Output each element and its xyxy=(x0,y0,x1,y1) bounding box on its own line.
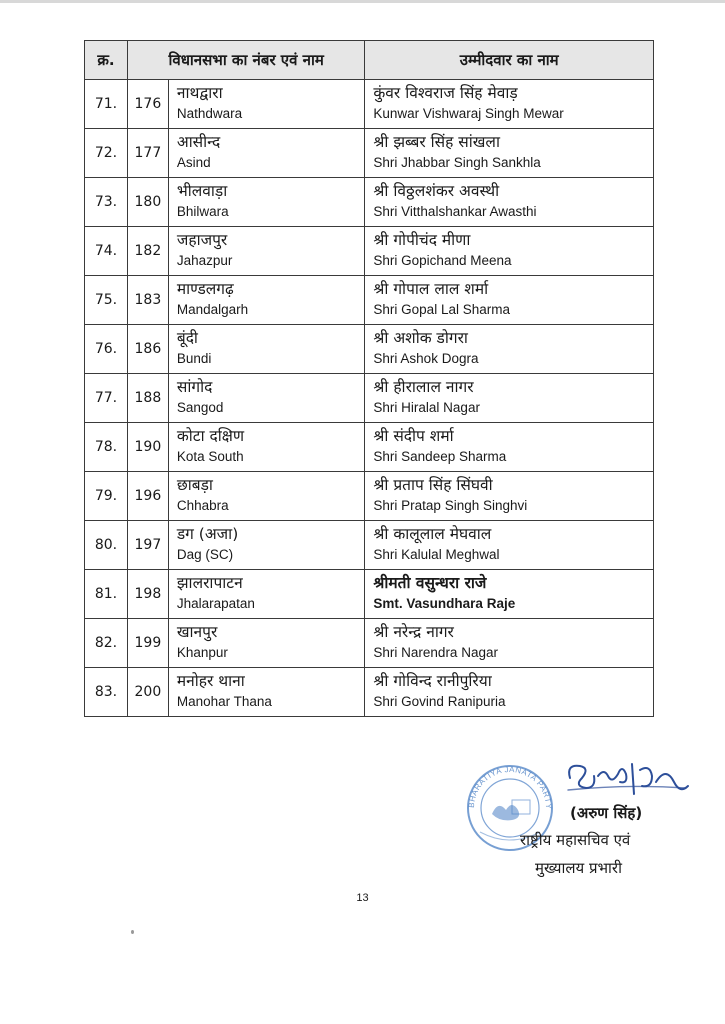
signatory-designation-line2: मुख्यालय प्रभारी xyxy=(535,859,622,877)
constituency-name-hindi: जहाजपुर xyxy=(176,231,228,249)
candidate-name-hindi: श्री कालूलाल मेघवाल xyxy=(373,525,492,543)
candidate-name-english: Shri Gopichand Meena xyxy=(373,253,512,268)
constituency-name-cell xyxy=(168,227,365,276)
table-row xyxy=(85,570,654,619)
constituency-name-english: Dag (SC) xyxy=(176,547,234,562)
candidate-name-english: Shri Pratap Singh Singhvi xyxy=(373,498,528,513)
table-header-row xyxy=(85,41,654,80)
scan-speck xyxy=(131,930,134,934)
header-constituency: विधानसभा का नंबर एवं नाम xyxy=(127,41,365,80)
handwritten-signature-icon xyxy=(560,756,692,806)
constituency-number-cell: 199 xyxy=(127,619,168,668)
constituency-number-cell: 200 xyxy=(127,668,168,717)
table-row xyxy=(85,325,654,374)
serial-number-cell: 74. xyxy=(85,227,128,276)
constituency-name-english: Sangod xyxy=(176,400,224,415)
constituency-name-english: Asind xyxy=(176,155,211,170)
candidate-name-english: Shri Sandeep Sharma xyxy=(373,449,507,464)
serial-number-cell: 80. xyxy=(85,521,128,570)
candidate-name-hindi: श्री गोपीचंद मीणा xyxy=(373,231,471,249)
header-serial: क्र. xyxy=(85,41,128,80)
candidate-name-english: Shri Gopal Lal Sharma xyxy=(373,302,510,317)
candidate-name-cell xyxy=(365,619,654,668)
constituency-name-cell xyxy=(168,472,365,521)
candidate-name-english: Shri Jhabbar Singh Sankhla xyxy=(373,155,541,170)
constituency-number-cell: 198 xyxy=(127,570,168,619)
constituency-number-cell: 183 xyxy=(127,276,168,325)
table-row xyxy=(85,80,654,129)
constituency-name-cell xyxy=(168,521,365,570)
candidate-name-hindi: श्री हीरालाल नागर xyxy=(373,378,474,396)
constituency-name-cell xyxy=(168,619,365,668)
constituency-name-english: Chhabra xyxy=(176,498,229,513)
serial-number-cell: 78. xyxy=(85,423,128,472)
constituency-name-cell xyxy=(168,668,365,717)
constituency-name-hindi: नाथद्वारा xyxy=(176,84,223,102)
candidate-name-english: Shri Vitthalshankar Awasthi xyxy=(373,204,537,219)
svg-text:BHARATIYA JANATA PARTY: BHARATIYA JANATA PARTY xyxy=(466,764,554,810)
candidate-name-hindi: श्रीमती वसुन्धरा राजे xyxy=(373,574,487,592)
table-row xyxy=(85,276,654,325)
serial-number-cell: 81. xyxy=(85,570,128,619)
constituency-name-cell xyxy=(168,570,365,619)
candidate-name-cell xyxy=(365,423,654,472)
constituency-name-hindi: कोटा दक्षिण xyxy=(176,427,245,445)
constituency-name-cell xyxy=(168,80,365,129)
candidate-name-cell xyxy=(365,276,654,325)
serial-number-cell: 83. xyxy=(85,668,128,717)
constituency-name-cell xyxy=(168,423,365,472)
table-row xyxy=(85,668,654,717)
serial-number-cell: 72. xyxy=(85,129,128,178)
constituency-number-cell: 182 xyxy=(127,227,168,276)
header-candidate: उम्मीदवार का नाम xyxy=(365,41,654,80)
serial-number-cell: 76. xyxy=(85,325,128,374)
serial-number-cell: 79. xyxy=(85,472,128,521)
table-row xyxy=(85,521,654,570)
candidate-name-english: Shri Hiralal Nagar xyxy=(373,400,480,415)
candidate-name-cell xyxy=(365,374,654,423)
candidate-name-cell xyxy=(365,178,654,227)
constituency-name-hindi: सांगोद xyxy=(176,378,213,396)
serial-number-cell: 77. xyxy=(85,374,128,423)
constituency-name-english: Jhalarapatan xyxy=(176,596,255,611)
constituency-name-hindi: झालरापाटन xyxy=(176,574,243,592)
candidate-name-hindi: कुंवर विश्वराज सिंह मेवाड़ xyxy=(373,84,518,102)
serial-number-cell: 75. xyxy=(85,276,128,325)
candidate-name-hindi: श्री संदीप शर्मा xyxy=(373,427,454,445)
constituency-number-cell: 180 xyxy=(127,178,168,227)
table-row xyxy=(85,619,654,668)
constituency-number-cell: 188 xyxy=(127,374,168,423)
candidate-name-english: Shri Kalulal Meghwal xyxy=(373,547,500,562)
signatory-designation-line1: राष्ट्रीय महासचिव एवं xyxy=(520,831,631,849)
candidate-name-cell xyxy=(365,521,654,570)
page-top-edge xyxy=(0,0,725,3)
table-row xyxy=(85,227,654,276)
serial-number-cell: 73. xyxy=(85,178,128,227)
constituency-name-hindi: आसीन्द xyxy=(176,133,221,151)
candidate-name-cell xyxy=(365,472,654,521)
constituency-number-cell: 197 xyxy=(127,521,168,570)
constituency-name-cell xyxy=(168,325,365,374)
constituency-name-cell xyxy=(168,178,365,227)
constituency-name-hindi: माण्डलगढ़ xyxy=(176,280,234,298)
constituency-name-english: Nathdwara xyxy=(176,106,243,121)
candidate-name-cell xyxy=(365,80,654,129)
constituency-name-hindi: डग (अजा) xyxy=(176,525,239,543)
table-row xyxy=(85,472,654,521)
constituency-number-cell: 190 xyxy=(127,423,168,472)
candidate-name-english: Shri Govind Ranipuria xyxy=(373,694,506,709)
serial-number-cell: 82. xyxy=(85,619,128,668)
constituency-name-hindi: बूंदी xyxy=(176,329,198,347)
constituency-name-english: Jahazpur xyxy=(176,253,233,268)
candidate-name-english: Shri Narendra Nagar xyxy=(373,645,498,660)
candidate-name-english: Smt. Vasundhara Raje xyxy=(373,596,516,611)
candidate-table xyxy=(84,40,654,717)
candidate-name-cell xyxy=(365,570,654,619)
candidate-name-cell xyxy=(365,227,654,276)
constituency-name-hindi: खानपुर xyxy=(176,623,218,641)
table-row xyxy=(85,423,654,472)
constituency-number-cell: 196 xyxy=(127,472,168,521)
page-number: 13 xyxy=(356,892,369,904)
constituency-name-hindi: छाबड़ा xyxy=(176,476,213,494)
candidate-name-cell xyxy=(365,325,654,374)
candidate-name-english: Kunwar Vishwaraj Singh Mewar xyxy=(373,106,564,121)
constituency-name-english: Mandalgarh xyxy=(176,302,249,317)
constituency-name-english: Bundi xyxy=(176,351,212,366)
serial-number-cell: 71. xyxy=(85,80,128,129)
candidate-name-hindi: श्री प्रताप सिंह सिंघवी xyxy=(373,476,493,494)
table-row xyxy=(85,178,654,227)
constituency-number-cell: 177 xyxy=(127,129,168,178)
candidate-name-hindi: श्री विठ्ठलशंकर अवस्थी xyxy=(373,182,500,200)
constituency-name-cell xyxy=(168,374,365,423)
constituency-name-english: Kota South xyxy=(176,449,244,464)
candidate-name-hindi: श्री नरेन्द्र नागर xyxy=(373,623,454,641)
constituency-name-hindi: भीलवाड़ा xyxy=(176,182,228,200)
candidate-name-hindi: श्री गोविन्द रानीपुरिया xyxy=(373,672,492,690)
constituency-name-english: Bhilwara xyxy=(176,204,229,219)
candidate-name-hindi: श्री अशोक डोगरा xyxy=(373,329,468,347)
constituency-name-english: Manohar Thana xyxy=(176,694,272,709)
candidate-name-english: Shri Ashok Dogra xyxy=(373,351,479,366)
candidate-name-cell xyxy=(365,129,654,178)
constituency-name-english: Khanpur xyxy=(176,645,228,660)
constituency-name-cell xyxy=(168,276,365,325)
table-row xyxy=(85,129,654,178)
constituency-number-cell: 176 xyxy=(127,80,168,129)
candidate-name-hindi: श्री गोपाल लाल शर्मा xyxy=(373,280,489,298)
table-row xyxy=(85,374,654,423)
candidate-name-hindi: श्री झब्बर सिंह सांखला xyxy=(373,133,500,151)
constituency-name-hindi: मनोहर थाना xyxy=(176,672,245,690)
constituency-number-cell: 186 xyxy=(127,325,168,374)
signatory-name: (अरुण सिंह) xyxy=(570,804,643,822)
constituency-name-cell xyxy=(168,129,365,178)
candidate-name-cell xyxy=(365,668,654,717)
